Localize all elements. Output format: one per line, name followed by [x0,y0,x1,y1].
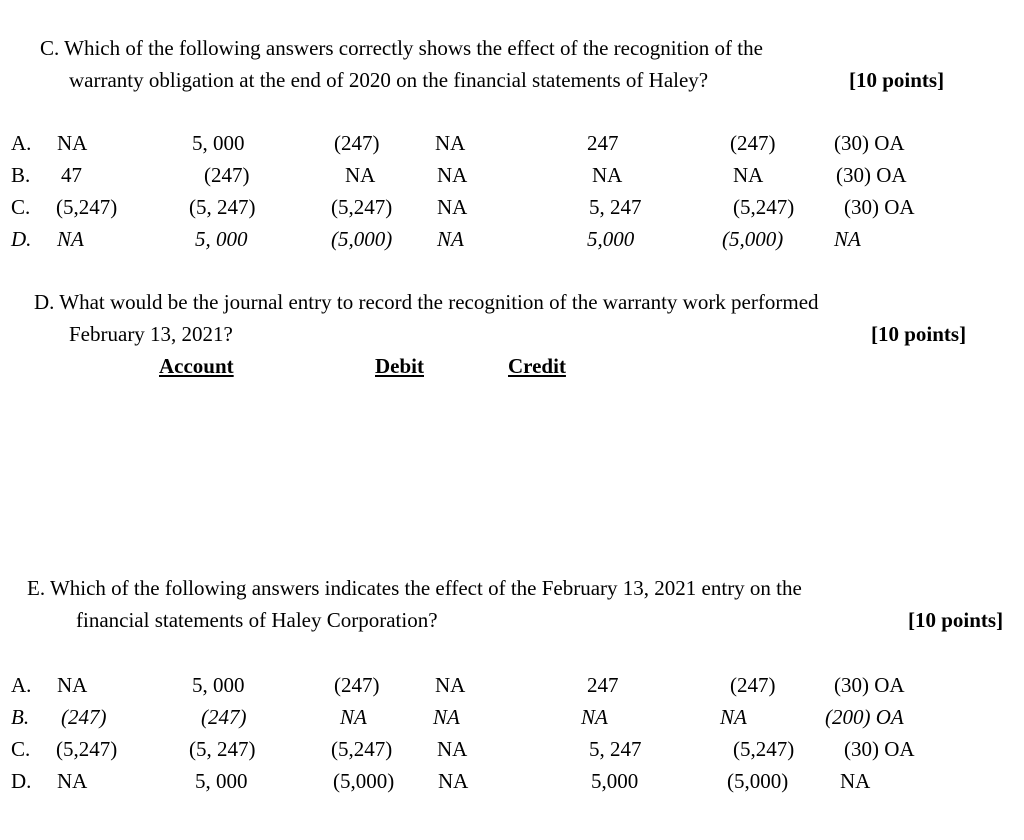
question-c-line2: warranty obligation at the end of 2020 on the financial statements of Haley? [69,68,709,92]
answer-cell: NA [57,769,88,793]
question-d-points: [10 points] [871,322,967,346]
answer-cell: (247) [730,131,776,155]
answer-cell: NA [437,163,468,187]
answer-cell: (30) OA [834,673,905,697]
question-d-line1: D. What would be the journal entry to record the recognition of the warranty work performed [34,290,819,314]
answer-letter: B. [11,163,31,187]
answer-cell: 5, 000 [195,769,248,793]
answer-letter: B. [11,705,30,729]
answer-cell: NA [340,705,367,729]
answer-cell: (5, 247) [189,195,256,219]
answer-cell: 47 [61,163,82,187]
answer-cell: (5,000) [727,769,789,793]
answer-cell: (200) OA [825,705,904,729]
answer-cell: NA [437,195,468,219]
answer-cell: 5, 247 [589,195,642,219]
answer-cell: NA [438,769,469,793]
journal-header-credit: Credit [508,354,566,378]
answer-letter: A. [11,673,32,697]
answer-cell: (5, 247) [189,737,256,761]
answer-letter: A. [11,131,32,155]
answer-cell: NA [592,163,623,187]
question-e-points: [10 points] [908,608,1004,632]
answer-cell: NA [581,705,608,729]
answer-letter: D. [11,769,32,793]
answer-cell: (247) [334,131,380,155]
answer-cell: NA [57,673,88,697]
answer-cell: 5, 000 [192,131,245,155]
answer-cell: NA [433,705,460,729]
answer-cell: (247) [201,705,247,729]
answer-cell: NA [720,705,747,729]
answer-letter: C. [11,737,31,761]
answer-cell: 247 [587,673,619,697]
answer-cell: NA [437,737,468,761]
question-e-line2: financial statements of Haley Corporation? [76,608,438,632]
answer-cell: 5,000 [591,769,639,793]
answer-cell: NA [57,131,88,155]
answer-cell: 5,000 [587,227,635,251]
answer-cell: NA [435,673,466,697]
answer-cell: (5,000) [722,227,784,251]
answer-cell: (5,000) [333,769,395,793]
answer-cell: (5,247) [733,737,795,761]
question-c-line1: C. Which of the following answers correctly shows the effect of the recognition of the [40,36,763,60]
answer-cell: (5,000) [331,227,393,251]
answer-cell: NA [840,769,871,793]
answer-cell: (30) OA [844,195,915,219]
answer-cell: 5, 000 [195,227,248,251]
answer-cell: NA [834,227,861,251]
question-d-line2: February 13, 2021? [69,322,233,346]
answer-cell: (247) [204,163,250,187]
answer-cell: (30) OA [844,737,915,761]
answer-cell: 5, 247 [589,737,642,761]
answer-cell: NA [437,227,464,251]
answer-cell: (30) OA [836,163,907,187]
answer-cell: (5,247) [56,737,118,761]
answer-cell: (5,247) [331,195,393,219]
answer-cell: (5,247) [331,737,393,761]
answer-cell: 247 [587,131,619,155]
answer-cell: NA [733,163,764,187]
answer-letter: C. [11,195,31,219]
question-c-points: [10 points] [849,68,945,92]
answer-cell: (247) [334,673,380,697]
journal-header-debit: Debit [375,354,424,378]
answer-cell: (5,247) [56,195,118,219]
answer-cell: (247) [61,705,107,729]
answer-cell: (30) OA [834,131,905,155]
answer-cell: NA [345,163,376,187]
journal-header-account: Account [159,354,234,378]
answer-cell: (247) [730,673,776,697]
answer-cell: (5,247) [733,195,795,219]
answer-cell: 5, 000 [192,673,245,697]
answer-cell: NA [57,227,84,251]
answer-cell: NA [435,131,466,155]
question-e-line1: E. Which of the following answers indicates the effect of the February 13, 2021 entry on the [27,576,802,600]
answer-letter: D. [11,227,32,251]
